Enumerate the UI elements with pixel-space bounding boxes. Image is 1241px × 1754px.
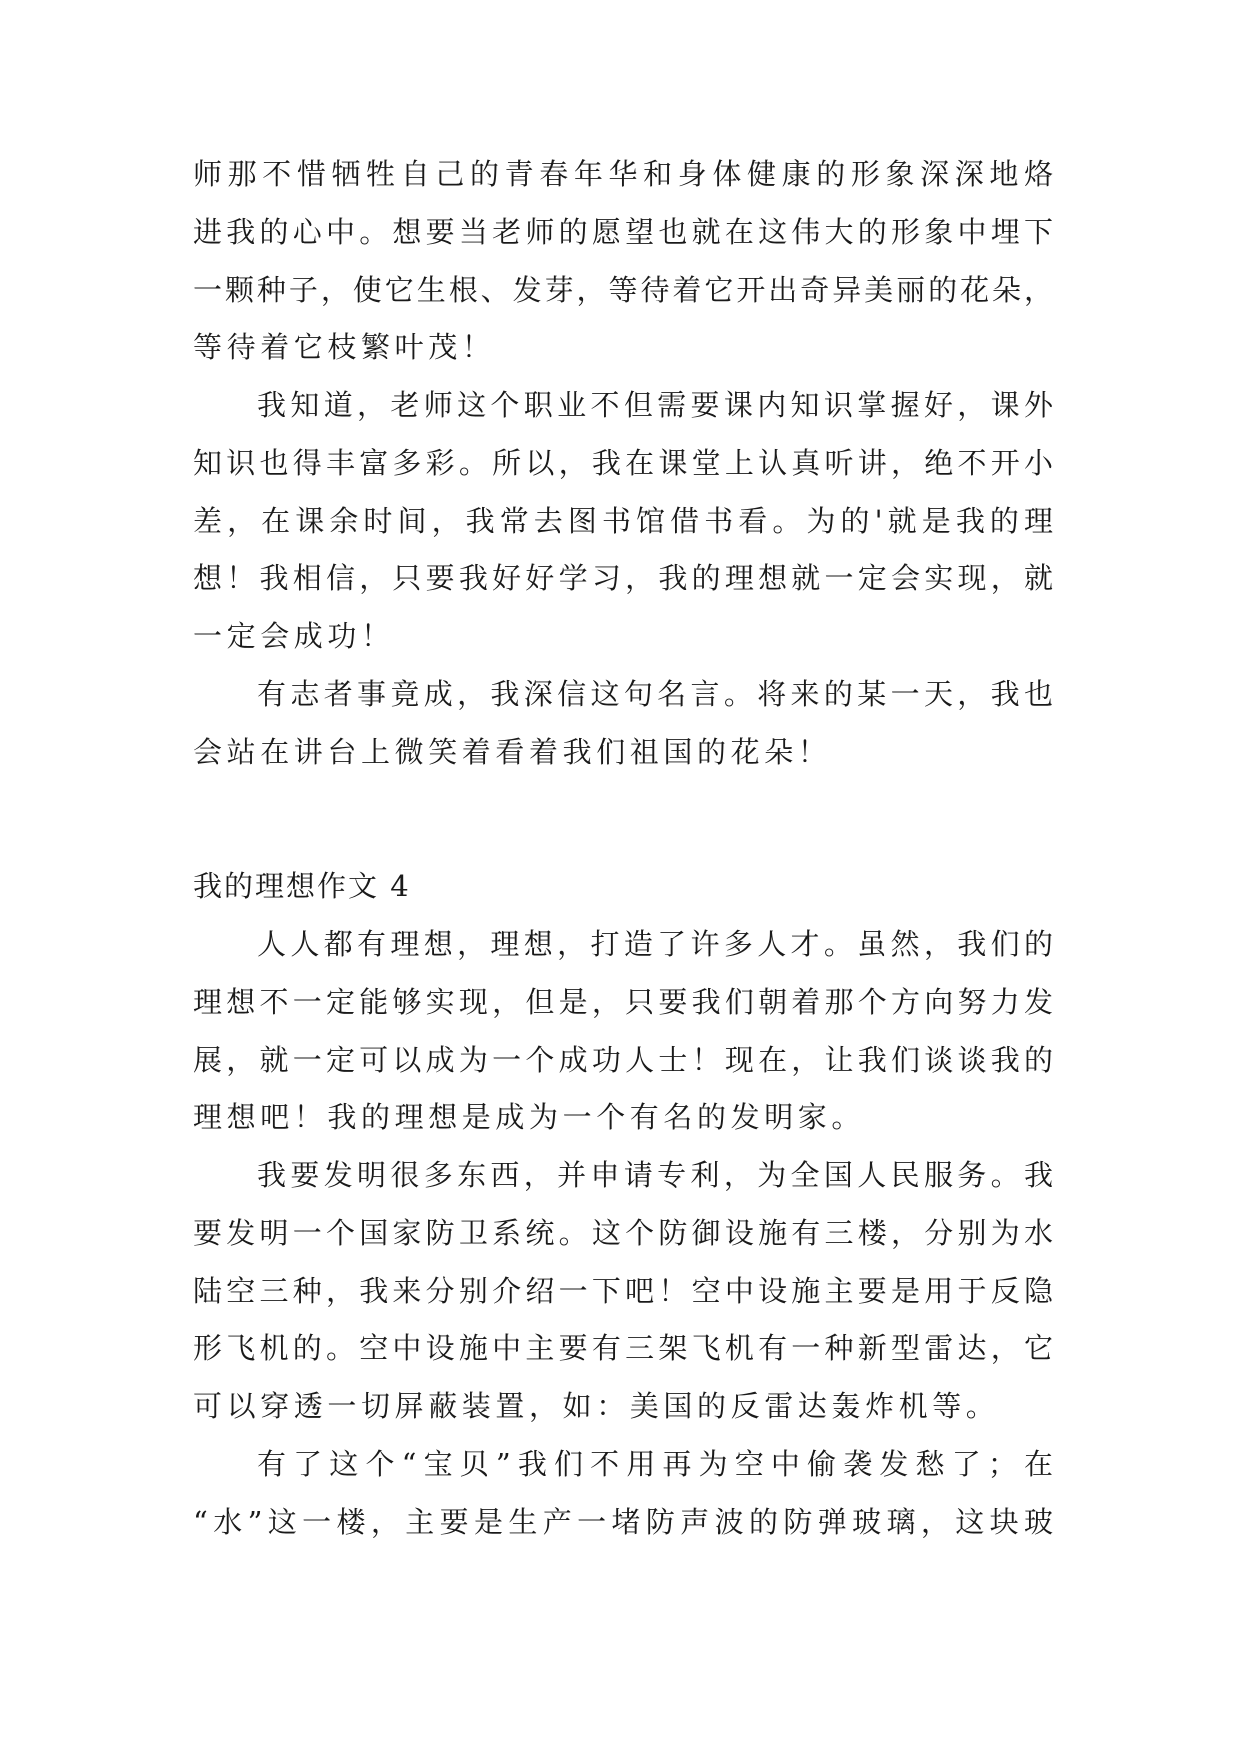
text-line: 差，在课余时间，我常去图书馆借书看。为的'就是我的理 (193, 503, 1053, 538)
paragraph-conclusion (193, 666, 1053, 782)
paragraph-teacher-career (193, 377, 1053, 666)
text-line: 理想不一定能够实现，但是，只要我们朝着那个方向努力发 (193, 984, 1053, 1019)
text-line: 有志者事竟成，我深信这句名言。将来的某一天，我也 (257, 677, 1053, 711)
text-line: 我要发明很多东西，并申请专利，为全国人民服务。我 (257, 1158, 1053, 1192)
text-line: 等待着它枝繁叶茂！ (193, 330, 496, 365)
text-line: 可以穿透一切屏蔽装置，如：美国的反雷达轰炸机等。 (193, 1389, 1000, 1424)
section-heading: 我的理想作文 4 (193, 869, 411, 903)
text-line: 知识也得丰富多彩。所以，我在课堂上认真听讲，绝不开小 (193, 445, 1053, 480)
text-line: 进我的心中。想要当老师的愿望也就在这伟大的形象中埋下 (193, 214, 1053, 249)
text-line: 一定会成功！ (193, 619, 395, 654)
text-line: 一颗种子，使它生根、发芽，等待着它开出奇异美丽的花朵， (193, 272, 1053, 307)
paragraph-ideals-intro (193, 916, 1053, 1147)
text-line: 会站在讲台上微笑着看着我们祖国的花朵！ (193, 734, 832, 769)
text-line: 我知道，老师这个职业不但需要课内知识掌握好，课外 (257, 388, 1053, 422)
text-line: 师那不惜牺牲自己的青春年华和身体健康的形象深深地烙 (193, 157, 1053, 191)
text-line: 人人都有理想，理想，打造了许多人才。虽然，我们的 (257, 927, 1053, 961)
paragraph-continuation (193, 146, 1053, 377)
text-line: “水”这一楼，主要是生产一堵防声波的防弹玻璃，这块玻 (193, 1504, 1053, 1539)
paragraph-inventions (193, 1147, 1053, 1436)
text-line: 理想吧！我的理想是成为一个有名的发明家。 (193, 1100, 866, 1135)
paragraph-defense-system (193, 1436, 1053, 1552)
text-line: 要发明一个国家防卫系统。这个防御设施有三楼，分别为水 (193, 1215, 1053, 1250)
text-line: 有了这个“宝贝”我们不用再为空中偷袭发愁了；在 (257, 1447, 1053, 1481)
text-line: 陆空三种，我来分别介绍一下吧！空中设施主要是用于反隐 (193, 1273, 1053, 1308)
text-line: 想！我相信，只要我好好学习，我的理想就一定会实现，就 (193, 561, 1053, 596)
text-line: 展，就一定可以成为一个成功人士！现在，让我们谈谈我的 (193, 1042, 1053, 1077)
text-line: 形飞机的。空中设施中主要有三架飞机有一种新型雷达，它 (193, 1331, 1053, 1366)
